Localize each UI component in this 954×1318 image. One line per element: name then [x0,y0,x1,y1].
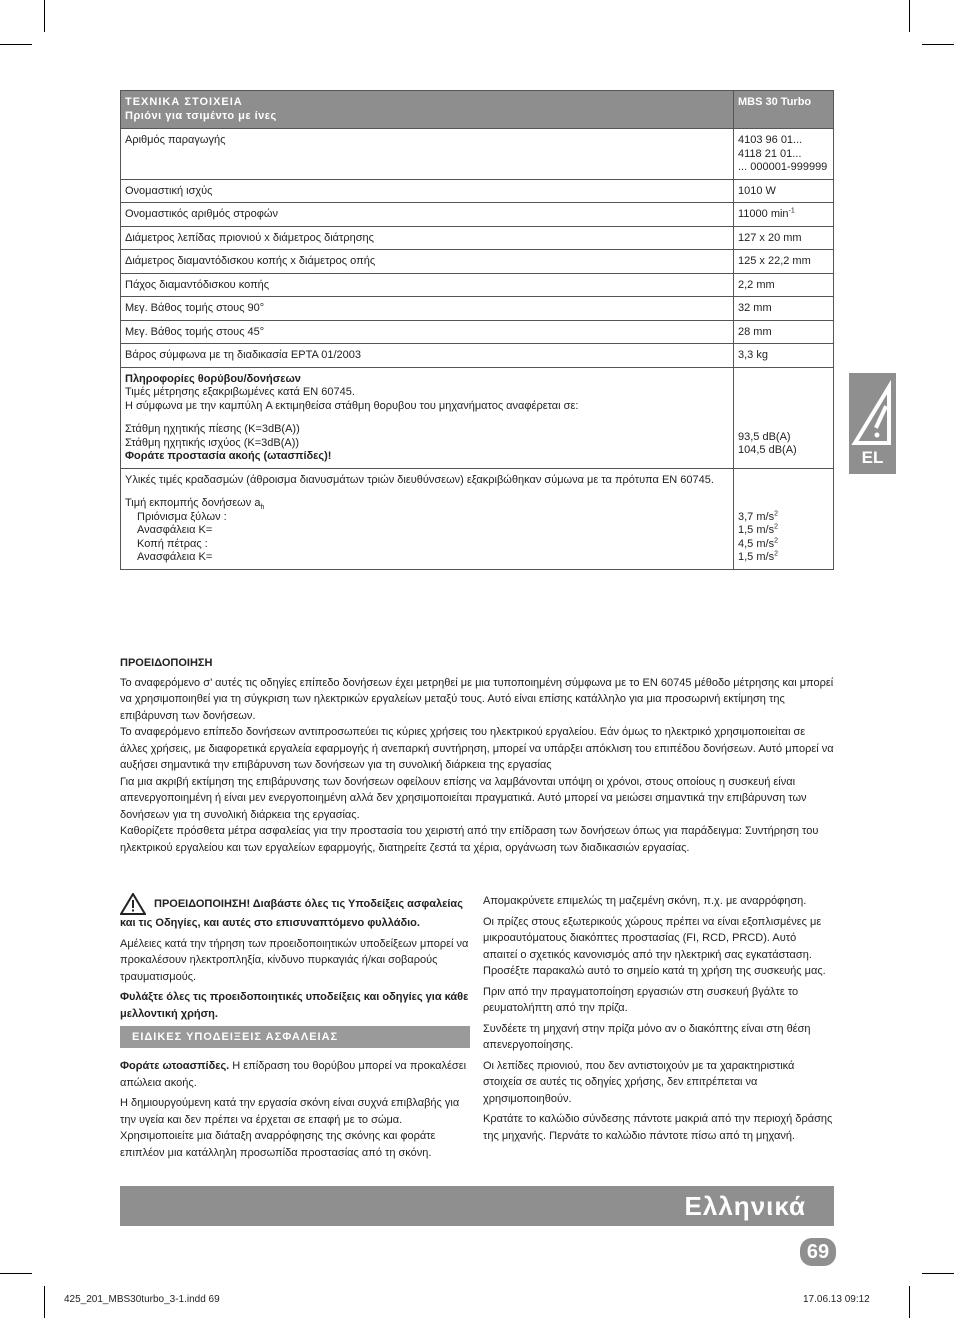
language-tab [849,373,896,474]
spec-row [121,320,834,344]
spec-value: 1010 W [734,179,834,203]
spec-row [121,179,834,203]
language-footer-bar [120,1186,834,1226]
spec-value: 2,2 mm [734,273,834,297]
crop-mark [44,0,45,32]
spec-table [120,90,834,570]
section-heading: ΕΙΔΙΚΕΣ ΥΠΟΔΕΙΞΕΙΣ ΑΣΦΑΛΕΙΑΣ [120,1026,470,1048]
safety-paragraph: Αμέλειες κατά την τήρηση των προειδοποιητικών υποδείξεων μπορεί να προκαλέσουν ηλεκτροπληξία, κίνδυνο πυρκαγιάς ή/και σοβαρούς τραυματισμούς. [120,937,469,983]
safety-warning-heading: ΠΡΟΕΙΔΟΠΟΙΗΣΗ! Διαβάστε όλες τις Υποδείξεις ασφαλείας και τις Οδηγίες, και αυτές στο επισυναπτόμενο φυλλάδιο. [120,893,470,932]
dust-paragraph: Η δημιουργούμενη κατά την εργασία σκόνη είναι συχνά επιβλαβής για την υγεία και δεν πρέπει να έρχεται σε επαφή με το σώμα. Χρησιμοποιείτε μια διάταξη αναρρόφησης της σκόνης και φοράτε επιπλέον μια κατάλληλη προσωπίδα προστασίας από τη σκόνη. [120,1097,460,1159]
spec-value: 32 mm [734,297,834,321]
warning-title: ΠΡΟΕΙΔΟΠΟΙΗΣΗ [120,657,213,669]
uncertainty-label: Ανασφάλεια K= [137,551,213,563]
ear-protection: Φοράτε ωτοασπίδες. Η επίδραση του θορύβου μπορεί να προκαλέσει απώλεια ακοής. [120,1060,467,1089]
safety-paragraph: Κρατάτε το καλώδιο σύνδεσης πάντοτε μακριά από την περιοχή δράσης της μηχανής. Περνάτε το καλώδιο πάντοτε πίσω από τη μηχανή. [483,1113,833,1142]
sound-pressure-value: 93,5 dB(A) [738,430,791,443]
stone-value: 4,5 $m/s^2$ [738,536,778,550]
sound-power-value: 104,5 dB(A) [738,444,797,456]
left-column [120,893,470,1165]
file-slug: 425_201_MBS30turbo_3-1.indd 69 [64,1294,220,1305]
spec-value: 125 x 22,2 mm [734,250,834,274]
noise-title: Πληροφορίες θορύβου/δονήσεων [125,372,301,385]
spec-row [121,297,834,321]
spec-subtitle: Πριόνι για τσιμέντο με ίνες [125,109,277,122]
wood-label: Πριόνισμα ξύλων : [137,510,227,523]
crop-mark [0,44,32,45]
vibration-warning [120,655,834,856]
language-title: Ελληνικά [684,1191,806,1221]
noise-values [734,367,834,468]
spec-row [121,226,834,250]
safety-paragraph: Συνδέετε τη μηχανή στην πρίζα μόνο αν ο διακόπτης είναι στη θέση απενεργοποίησης. [483,1022,811,1051]
vibration-values [734,468,834,569]
spec-row [121,273,834,297]
vibration-info [121,468,734,569]
uncertainty-label: Ανασφάλεια K= [137,524,213,536]
spec-value [734,203,834,227]
spec-label: Ονομαστική ισχύς [121,179,734,203]
spec-header [121,91,734,129]
uncertainty-value: 1,5 $m/s^2$ [738,523,778,536]
crop-mark [44,1286,45,1318]
spec-header-row [121,91,834,129]
spec-label: Ονομαστικός αριθμός στροφών [121,203,734,227]
vibration-intro: Υλικές τιμές κραδασμών (άθροισμα διανυσμάτων τριών διευθύνσεων) εξακριβώθηκαν σύμωνα με τα πρότυπα EN 60745. [125,473,714,486]
spec-title: ΤΕΧΝΙΚΑ ΣΤΟΙΧΕΙΑ [125,96,243,108]
crop-mark [922,1273,954,1274]
page-number: 69 [800,1238,836,1266]
safety-paragraph: Οι πρίζες στους εξωτερικούς χώρους πρέπει να είναι εξοπλισμένες με μικροαυτόματους διακόπτες προστασίας (FI, RCD, PRCD). Αυτό απαιτεί ο σχετικός κανονισμός από την ηλεκτρική σας εγκατάσταση. Προσέξτε παρακαλώ αυτό το σημείο κατά τη χρήση της συσκευής μας. [483,915,826,977]
spec-label: Βάρος σύμφωνα με τη διαδικασία EPTA 01/2003 [121,344,734,368]
serial-2: 4118 21 01... [738,147,802,160]
safety-paragraph: Οι λεπίδες πριονιού, που δεν αντιστοιχούν με τα χαρακτηριστικά στοιχεία σε αυτές τις οδηγίες χρήσης, δεν επιτρέπεται να χρησιμοποιηθούν. [483,1059,795,1105]
serial-range: ... 000001-999999 [738,161,828,173]
spec-value: 127 x 20 mm [734,226,834,250]
spec-row [121,344,834,368]
warning-triangle-icon [120,893,146,915]
crop-mark [0,1273,32,1274]
noise-line: Η σύμφωνα με την καμπύλη A εκτιμηθείσα στάθμη θορυβου του μηχανήματος αναφέρεται σε: [125,399,579,412]
spec-row [121,250,834,274]
warning-paragraph: Το αναφερόμενο σ’ αυτές τις οδηγίες επίπεδο δονήσεων έχει μετρηθεί με μια τυποποιημένη σύμφωνα με το EN 60745 μέθοδο μέτρησης και μπορεί να χρησιμοποιηθεί για τη σύγκριση των ηλεκτρικών εργαλείων μεταξύ τους. Αυτό είναι επίσης κατάλληλο για μια προσωρινή εκτίμηση της επιβάρυνση των δονήσεων. [120,676,834,722]
vibration-emission-label: Τιμή εκπομπής δονήσεων $a_h$ [125,497,265,512]
noise-line: Τιμές μέτρησης εξακριβωμένες κατά EN 60745. [125,386,355,398]
safety-paragraph: Απομακρύνετε επιμελώς τη μαζεμένη σκόνη, π.χ. με αναρρόφηση. [483,895,807,907]
crop-mark [909,1286,910,1318]
stone-label: Κοπή πέτρας : [137,537,208,550]
wood-value: 3,7 $m/s^2$ [738,509,778,523]
noise-row [121,367,834,468]
spec-label: Αριθμός παραγωγής [121,129,734,180]
ear-protection-warning: Φοράτε προστασία ακοής (ωτασπίδες)! [125,450,332,462]
spec-row [121,129,834,180]
warning-paragraph: Καθορίζετε πρόσθετα μέτρα ασφαλείας για την προστασία του χειριστή από την επίδραση των δονήσεων όπως για παράδειγμα: Συντήρηση του ηλεκτρικού εργαλείου και των εργαλείων εφαρμογής, διατηρείτε ζεστά τα χέρια, οργάνωση των διαδικασιών εργασίας. [120,825,819,854]
right-column [483,893,833,1148]
noise-info [121,367,734,468]
uncertainty-value: 1,5 $m/s^2$ [738,550,778,563]
crop-mark [909,0,910,32]
keep-instructions: Φυλάξτε όλες τις προειδοποιητικές υποδείξεις και οδηγίες για κάθε μελλοντική χρήση. [120,991,469,1020]
crop-mark [922,44,954,45]
vibration-row [121,468,834,569]
warning-paragraph: Για μια ακριβή εκτίμηση της επιβάρυνσης των δονήσεων οφείλουν επίσης να λαμβάνονται υπόψη οι χρόνοι, στους οποίους η συσκευή είναι απενεργοποιημένη ή είναι μεν ενεργοποιημένη αλλά δεν χρησιμοποιείται πραγματικά. Αυτό μπορεί να μειώσει σημαντικά την επιβάρυνση των δονήσεων για τη συνολική διάρκεια της εργασίας. [120,775,807,821]
serial-1: 4103 96 01... [738,134,803,146]
date-slug: 17.06.13 09:12 [803,1294,870,1305]
warning-paragraph: Το αναφερόμενο επίπεδο δονήσεων αντιπροσωπεύει τις κύριες χρήσεις του ηλεκτρικού εργαλείου. Εάν όμως το ηλεκτρικό χρησιμοποιείται σε άλλες χρήσεις, με διαφορετικά εργαλεία εφαρμογής ή ανεπαρκή συντήρηση, μπορεί να υπάρξει απόκλιση του επιπέδου δονήσεων. Αυτό μπορεί να αυξήσει σημαντικά την επιβάρυνση των δονήσεων για τη συνολική διάρκεια της εργασίας [120,726,834,771]
spec-label: Διάμετρος διαμαντόδισκου κοπής x διάμετρος οπής [121,250,734,274]
warning-triangle-icon [849,373,896,448]
language-tab-label: EL [861,448,884,467]
rpm-unit-exp: -1 [788,207,795,215]
spec-value [734,129,834,180]
sound-pressure-label: Στάθμη ηχητικής πίεσης (K=3dB(A)) [125,423,300,435]
spec-value: 3,3 kg [734,344,834,368]
spec-label: Μεγ. Βάθος τομής στους 90° [121,297,734,321]
spec-value: 28 mm [734,320,834,344]
rpm-value: 11000 min [738,208,789,220]
spec-label: Πάχος διαμαντόδισκου κοπής [121,273,734,297]
sound-power-label: Στάθμη ηχητικής ισχύος (K=3dB(A)) [125,436,300,449]
spec-label: Μεγ. Βάθος τομής στους 45° [121,320,734,344]
safety-paragraph: Πριν από την πραγματοποίηση εργασιών στη συσκευή βγάλτε το ρευματολήπτη από την πρίζα. [483,985,799,1014]
spec-model: MBS 30 Turbo [734,91,834,129]
spec-row [121,203,834,227]
spec-label: Διάμετρος λεπίδας πριονιού x διάμετρος διάτρησης [121,226,734,250]
